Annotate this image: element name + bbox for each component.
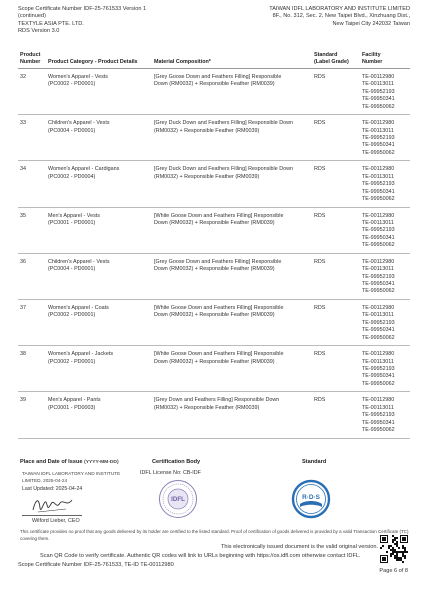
product-number: 39	[20, 397, 26, 404]
product-number: 36	[20, 258, 26, 265]
material-line: Down (RM0032) + Responsible Feather (RM0039)	[154, 219, 275, 226]
cb-logo-text: IDFL	[171, 496, 185, 504]
facility-numbers	[362, 305, 395, 342]
facility-number: TE-00113011	[362, 81, 394, 88]
category-name: Children's Apparel - Vests	[48, 258, 110, 265]
facility-number: TE-99952193	[362, 319, 395, 326]
facility-number: TE-00112980	[362, 120, 395, 127]
certificate-header-right	[269, 6, 410, 28]
category-codes: (PC0001 - PD0003)	[48, 404, 96, 411]
facility-number: TE-00113011	[362, 266, 394, 273]
facility-numbers	[362, 259, 395, 296]
product-number: 38	[20, 351, 26, 358]
category-codes: (PC0004 - PD0001)	[48, 127, 96, 134]
facility-number: TE-99952193	[362, 135, 395, 141]
product-table-body	[18, 69, 410, 439]
issuer-address	[22, 470, 142, 484]
col-product-number	[20, 52, 40, 66]
facility-number: TE-99950341	[362, 188, 395, 195]
cb-license-number: IDFL License No: CB-IDF	[140, 470, 201, 476]
header-left-line: RDS Version 3.0	[18, 28, 60, 35]
category-name: Children's Apparel - Vests	[48, 120, 110, 127]
facility-numbers	[362, 74, 395, 111]
category-name: Women's Apparel - Coats	[48, 304, 109, 311]
facility-number: TE-99950062	[362, 288, 395, 295]
facility-numbers	[362, 351, 395, 388]
material-composition	[154, 213, 314, 228]
material-composition	[154, 74, 314, 89]
facility-number: TE-99950062	[362, 196, 395, 202]
facility-number: TE-00112980	[362, 397, 395, 404]
category-name: Women's Apparel - Vests	[48, 74, 108, 80]
standard-grade: RDS	[314, 212, 326, 219]
product-number: 34	[20, 166, 26, 173]
facility-number: TE-99950062	[362, 103, 395, 110]
material-composition	[154, 120, 314, 135]
signer-name: Wilford Lieber, CEO	[32, 518, 80, 524]
col-label: Product	[20, 52, 41, 58]
standard-logo-text: R·D·S	[302, 494, 320, 501]
issuer-line: LIMITED, 2025-04-24	[22, 478, 68, 484]
material-line: Down (RM0032) + Responsible Feather (RM0039)	[154, 358, 275, 365]
facility-number: TE-99952193	[362, 412, 395, 419]
material-line: Down (RM0032) + Responsible Feather (RM0039)	[154, 81, 275, 88]
place-date-label	[20, 459, 119, 465]
facility-number: TE-00112980	[362, 258, 395, 265]
material-composition	[154, 305, 314, 320]
facility-number: TE-99950062	[362, 242, 395, 249]
product-category	[48, 397, 168, 412]
facility-number: TE-00113011	[362, 404, 394, 411]
col-label: Standard	[314, 52, 338, 58]
facility-number: TE-00113011	[362, 312, 394, 319]
footer-certificate-id: Scope Certificate Number IDF-25-761533, TE-ID TE-00112980	[18, 562, 174, 568]
product-category	[48, 213, 168, 228]
facility-number: TE-99952193	[362, 181, 395, 188]
facility-number: TE-00113011	[362, 219, 394, 226]
facility-number: TE-00113011	[362, 358, 394, 365]
col-category: Product Category - Product Details	[48, 59, 138, 65]
standard-grade: RDS	[314, 397, 326, 404]
table-row	[18, 254, 410, 300]
facility-number: TE-99950062	[362, 334, 395, 341]
material-composition	[154, 259, 314, 274]
category-codes: (PC0004 - PD0001)	[48, 266, 96, 273]
product-category	[48, 259, 168, 274]
material-line: [Grey Down and Feathers Filling] Responsible Down	[154, 397, 280, 404]
certificate-header-left	[18, 6, 146, 36]
product-category	[48, 120, 168, 135]
category-name: Men's Apparel - Vests	[48, 212, 100, 219]
idfl-seal-logo	[158, 479, 198, 524]
header-right-line: TAIWAN IDFL LABORATORY AND INSTITUTE LIMITED	[269, 6, 410, 12]
facility-numbers	[362, 213, 395, 250]
material-line: [Grey Goose Down and Feathers Filling] Responsible	[154, 74, 282, 80]
material-composition	[154, 166, 314, 181]
material-line: [White Goose Down and Feathers Filling] Responsible	[154, 304, 284, 311]
issuer-line: TAIWAN IDFL LABORATORY AND INSTITUTE	[22, 471, 121, 476]
material-composition	[154, 397, 314, 412]
facility-number: TE-99950341	[362, 373, 395, 380]
product-number: 35	[20, 212, 26, 219]
material-line: (RM0032) + Responsible Feather (RM0039)	[154, 404, 260, 411]
col-label: (Label Grade)	[314, 59, 349, 65]
product-category	[48, 166, 168, 181]
date-format-hint: (YYYY-MM-DD)	[84, 460, 119, 465]
category-name: Women's Apparel - Jackets	[48, 351, 114, 358]
facility-number: TE-99950341	[362, 96, 395, 103]
facility-number: TE-99950062	[362, 149, 395, 156]
certification-body-label: Certification Body	[152, 459, 201, 465]
material-line: [Grey Goose Down and Feathers Filling] Responsible	[154, 258, 282, 265]
category-name: Men's Apparel - Pants	[48, 397, 101, 404]
facility-number: TE-00113011	[362, 127, 394, 134]
product-number: 32	[20, 74, 26, 80]
standard-label: Standard	[302, 459, 327, 465]
category-codes: (PC0002 - PD0001)	[48, 312, 96, 319]
material-line: (RM0032) + Responsible Feather (RM0039)	[154, 127, 260, 134]
category-codes: (PC0002 - PD0001)	[48, 358, 96, 365]
facility-number: TE-99950062	[362, 380, 395, 387]
material-line: [Grey Duck Down and Feathers Filling] Responsible Down	[154, 166, 294, 173]
header-left-line: Scope Certificate Number IDF-25-761533 Version 1	[18, 6, 147, 12]
facility-numbers	[362, 120, 395, 157]
facility-number: TE-99950341	[362, 142, 395, 149]
material-line: (RM0032) + Responsible Feather (RM0039)	[154, 173, 260, 180]
table-row	[18, 300, 410, 346]
col-material: Material Composition*	[154, 59, 211, 65]
facility-number: TE-99952193	[362, 273, 395, 280]
col-standard	[314, 52, 349, 66]
table-row	[18, 208, 410, 254]
material-line: [Grey Duck Down and Feathers Filling] Responsible Down	[154, 120, 294, 127]
verification-note: This electronically issued document is the valid original version.	[220, 544, 378, 550]
table-row	[18, 115, 410, 161]
last-updated: Last Updated: 2025-04-24	[22, 486, 83, 492]
facility-number: TE-00112980	[362, 74, 395, 80]
product-category	[48, 305, 168, 320]
standard-grade: RDS	[314, 258, 326, 265]
table-row	[18, 69, 410, 115]
standard-grade: RDS	[314, 304, 326, 311]
page-number: Page 6 of 8	[379, 568, 408, 574]
qr-instructions: Scan QR Code to verify certificate. Authentic QR codes will link to URLs beginning with https://os.idfl.com otherwise contact IDFL.	[40, 553, 361, 559]
place-date-text: Place and Date of Issue	[20, 459, 83, 465]
qr-code[interactable]	[380, 535, 408, 568]
standard-grade: RDS	[314, 120, 326, 127]
header-right-line: 8F., No. 312, Sec. 2, New Taipei Blvd., Xinzhuang Dist.,	[272, 13, 410, 20]
col-label: Facility	[362, 52, 381, 58]
signature-line	[22, 515, 82, 516]
header-left-line: TEXTYLE ASIA PTE. LTD.	[18, 20, 84, 27]
material-line: Down (RM0032) + Responsible Feather (RM0039)	[154, 312, 275, 319]
product-table-header	[18, 49, 410, 69]
facility-number: TE-00113011	[362, 173, 394, 180]
facility-number: TE-99952193	[362, 227, 395, 234]
product-number: 33	[20, 120, 26, 127]
header-left-line: (continued)	[18, 13, 46, 20]
facility-numbers	[362, 397, 395, 434]
material-composition	[154, 351, 314, 366]
standard-grade: RDS	[314, 351, 326, 358]
standard-grade: RDS	[314, 74, 326, 80]
product-category	[48, 74, 168, 89]
category-codes: (PC0002 - PD0001)	[48, 81, 96, 88]
material-line: Down (RM0032) + Responsible Feather (RM0039)	[154, 266, 275, 273]
col-facility	[362, 52, 382, 66]
facility-number: TE-00112980	[362, 166, 395, 173]
standard-grade: RDS	[314, 166, 326, 173]
facility-number: TE-00112980	[362, 304, 395, 311]
disclaimer-text: This certificate provides no proof that any goods delivered by its holder are certified to the listed standard. Proof of certification of goods delivered is provided by a valid Transaction Certificate (TC) covering them.	[20, 529, 409, 541]
table-row	[18, 346, 410, 392]
table-row	[18, 392, 410, 438]
category-codes: (PC0002 - PD0004)	[48, 173, 96, 180]
col-label: Number	[362, 59, 383, 65]
facility-number: TE-00112980	[362, 212, 395, 219]
product-number: 37	[20, 304, 26, 311]
facility-number: TE-99950341	[362, 280, 395, 287]
category-codes: (PC0001 - PD0001)	[48, 219, 96, 226]
facility-number: TE-99952193	[362, 88, 395, 95]
signature-image	[30, 494, 74, 521]
facility-number: TE-00112980	[362, 351, 395, 358]
facility-number: TE-99950341	[362, 234, 395, 241]
material-line: [White Goose Down and Feathers Filling] Responsible	[154, 212, 284, 219]
header-right-line: New Taipei City 242032 Taiwan	[332, 20, 410, 27]
category-name: Women's Apparel - Cardigans	[48, 166, 120, 173]
facility-number: TE-99950341	[362, 327, 395, 334]
facility-number: TE-99952193	[362, 365, 395, 372]
table-row	[18, 161, 410, 207]
facility-number: TE-99950062	[362, 426, 395, 433]
rds-logo	[291, 479, 331, 524]
facility-number: TE-99950341	[362, 419, 395, 426]
col-label: Number	[20, 59, 41, 65]
product-category	[48, 351, 168, 366]
material-line: [White Goose Down and Feathers Filling] Responsible	[154, 351, 284, 358]
facility-numbers	[362, 166, 395, 203]
